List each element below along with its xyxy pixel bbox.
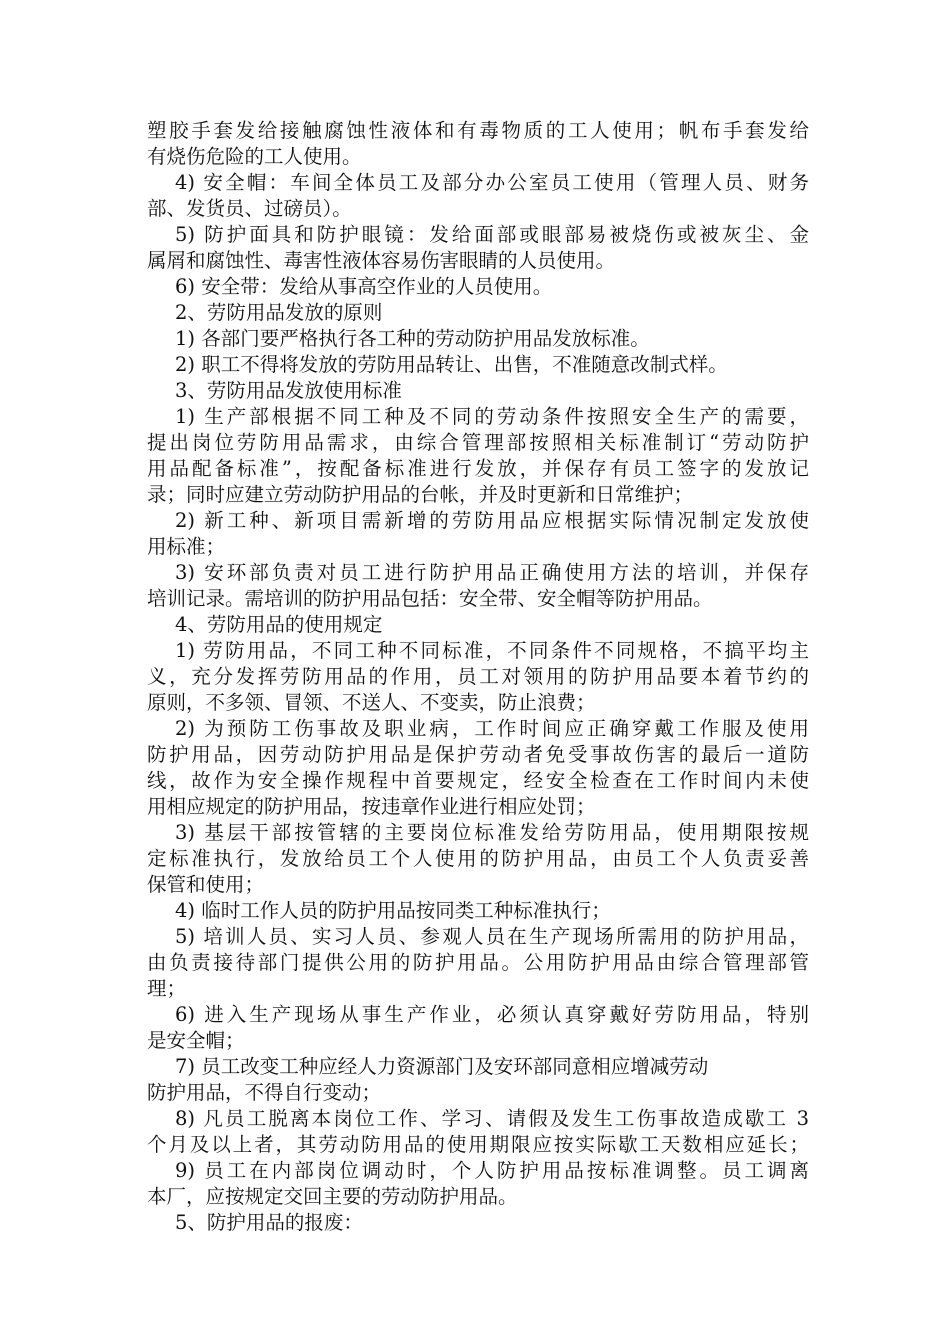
text-line: 录；同时应建立劳动防护用品的台帐，并及时更新和日常维护；	[147, 483, 694, 506]
text-line: 2) 新工种、新项目需新增的劳防用品应根据实际情况制定发放使	[175, 509, 809, 532]
document-body	[147, 118, 809, 1236]
text-line: 用标准；	[147, 535, 226, 558]
text-line: 用品配备标准”，按配备标准进行发放，并保存有员工签字的发放记	[147, 457, 809, 480]
text-line: 8) 凡员工脱离本岗位工作、学习、请假及发生工伤事故造成歇工 3	[175, 1107, 809, 1130]
text-line: 4、劳防用品的使用规定	[175, 613, 383, 636]
text-line: 2) 为预防工伤事故及职业病，工作时间应正确穿戴工作服及使用	[175, 717, 809, 740]
text-line: 部、发货员、过磅员）。	[147, 197, 352, 220]
text-line: 1) 生产部根据不同工种及不同的劳动条件按照安全生产的需要，	[175, 405, 809, 428]
text-line: 7) 员工改变工种应经人力资源部门及安环部同意相应增减劳动	[175, 1055, 709, 1078]
text-line: 塑胶手套发给接触腐蚀性液体和有毒物质的工人使用；帆布手套发给	[147, 119, 809, 142]
text-line: 2、劳防用品发放的原则	[175, 301, 383, 324]
text-line: 原则，不多领、冒领、不送人、不变卖，防止浪费；	[147, 691, 596, 714]
text-line: 5) 防护面具和防护眼镜：发给面部或眼部易被烧伤或被灰尘、金	[175, 223, 809, 246]
text-line: 义，充分发挥劳防用品的作用，员工对领用的防护用品要本着节约的	[147, 665, 809, 688]
text-line: 有烧伤危险的工人使用。	[147, 145, 362, 168]
text-line: 是安全帽；	[147, 1029, 245, 1052]
text-line: 3) 基层干部按管辖的主要岗位标准发给劳防用品，使用期限按规	[175, 821, 809, 844]
text-line: 定标准执行，发放给员工个人使用的防护用品，由员工个人负责妥善	[147, 847, 809, 870]
text-line: 防护用品，因劳动防护用品是保护劳动者免受事故伤害的最后一道防	[147, 743, 809, 766]
text-line: 个月及以上者，其劳动防用品的使用期限应按实际歇工天数相应延长；	[147, 1133, 809, 1156]
text-line: 防护用品，不得自行变动；	[147, 1081, 382, 1104]
text-line: 由负责接待部门提供公用的防护用品。公用防护用品由综合管理部管	[147, 951, 809, 974]
text-line: 理；	[147, 977, 187, 1000]
text-line: 9) 员工在内部岗位调动时，个人防护用品按标准调整。员工调离	[175, 1159, 809, 1182]
text-line: 2) 职工不得将发放的劳防用品转让、出售，不准随意改制式样。	[175, 353, 728, 376]
text-line: 5) 培训人员、实习人员、参观人员在生产现场所需用的防护用品，	[175, 925, 809, 948]
text-line: 5、防护用品的报废：	[175, 1211, 363, 1234]
text-line: 线，故作为安全操作规程中首要规定，经安全检查在工作时间内未使	[147, 769, 809, 792]
text-line: 1) 各部门要严格执行各工种的劳动防护用品发放标准。	[175, 327, 650, 350]
text-line: 4) 临时工作人员的防护用品按同类工种标准执行；	[175, 899, 611, 922]
text-line: 属屑和腐蚀性、毒害性液体容易伤害眼睛的人员使用。	[147, 249, 616, 272]
text-line: 提出岗位劳防用品需求，由综合管理部按照相关标准制订“劳动防护	[147, 431, 809, 454]
text-line: 3、劳防用品发放使用标准	[175, 379, 402, 402]
text-line: 培训记录。需培训的防护用品包括：安全带、安全帽等防护用品。	[147, 587, 713, 610]
text-line: 保管和使用；	[147, 873, 265, 896]
text-line: 3) 安环部负责对员工进行防护用品正确使用方法的培训，并保存	[175, 561, 809, 584]
text-line: 6) 安全带：发给从事高空作业的人员使用。	[175, 275, 553, 298]
text-line: 用相应规定的防护用品，按违章作业进行相应处罚；	[147, 795, 596, 818]
text-line: 6) 进入生产现场从事生产作业，必须认真穿戴好劳防用品，特别	[175, 1003, 809, 1026]
text-line: 本厂，应按规定交回主要的劳动防护用品。	[147, 1185, 518, 1208]
text-line: 4) 安全帽：车间全体员工及部分办公室员工使用（管理人员、财务	[175, 171, 809, 194]
text-line: 1) 劳防用品，不同工种不同标准，不同条件不同规格，不搞平均主	[175, 639, 809, 662]
